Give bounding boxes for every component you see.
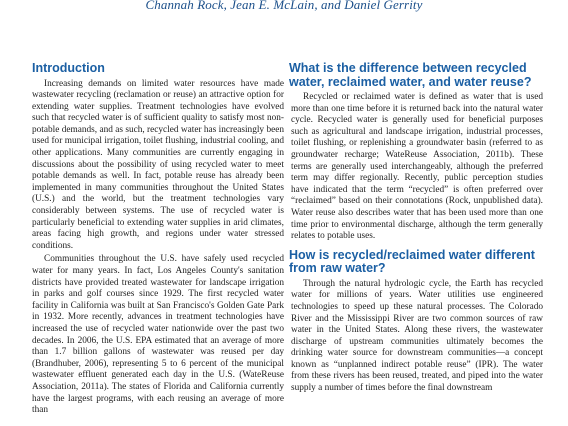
- author-line: Channah Rock, Jean E. McLain, and Daniel Gerrity: [145, 0, 423, 12]
- intro-paragraph-1: Increasing demands on limited water resources have made wastewater recycling (reclamation or reuse) an attractive option for extending water supplies. Treatment technologies have evolved such that recycled water is of sufficient quality to satisfy most non-potable demands, and as such, recycled water has increasingly been used for municipal irrigation, toilet flushing, industrial cooling, and other applications. Many communities are currently engaging in discussions about the possibility of using recycled water to meet potable demands as well. In fact, potable reuse has already been implemented in many communities throughout the United States (U.S.) and the world, but the treatment technologies vary considerably between systems. The use of recycled water is particularly beneficial to extending water supplies in arid climates, areas facing high growth, and regions under water stressed conditions.: [32, 78, 284, 251]
- raw-water-heading: How is recycled/reclaimed water different from raw water?: [289, 247, 535, 276]
- right-column: [291, 62, 543, 395]
- recycled-vs-reclaimed-heading: What is the difference between recycled water, reclaimed water, and water reuse?: [289, 61, 532, 89]
- introduction-heading: Introduction: [32, 61, 105, 75]
- raw-water-paragraph: Through the natural hydrologic cycle, the Earth has recycled water for millions of years. Water utilities use engineered technologies to speed up these natural processes. The Colorado River and the Mississippi River are two common sources of raw water in the United States. Along these rivers, the wastewater discharge of upstream communities ultimately becomes the drinking water source for downstream communities—a concept known as “unplanned indirect potable reuse” (IPR). The water from these rivers has been reused, treated, and piped into the water supply a number of times before the final downstream: [291, 278, 543, 394]
- intro-paragraph-2: Communities throughout the U.S. have safely used recycled water for many years. In fact, Los Angeles County's sanitation districts have provided treated wastewater for landscape irrigation in parks and golf courses since 1929. The first recycled water facility in California was built at San Francisco's Golden Gate Park in 1932. More recently, advances in treatment technologies have increased the use of recycled water nationwide over the past two decades. In 2006, the U.S. EPA estimated that an average of more than 1.7 billion gallons of wastewater was reused per day (Brandhuber, 2006), representing 5 to 6 percent of the municipal wastewater effluent generated each day in the U.S. (WateReuse Association, 2011a). The states of Florida and California currently have the largest programs, with each reusing an average of more than: [32, 254, 284, 416]
- definition-paragraph: Recycled or reclaimed water is defined as water that is used more than one time before it is returned back into the natural water cycle. Recycled water is generally used for beneficial purposes such as agricultural and landscape irrigation, industrial processes, toilet flushing, or replenishing a groundwater basin (referred to as groundwater recharge; WateReuse Association, 2011b). These terms are generally used interchangeably, although the preferred term may differ regionally. Recently, public perception studies have indicated that the term “recycled” is often preferred over “reclaimed” based on their connotations (Rock, unpublished data). Water reuse also describes water that has been used more than one time prior to environmental discharge, although the term generally relates to potable uses.: [291, 92, 543, 242]
- left-column: [32, 62, 284, 417]
